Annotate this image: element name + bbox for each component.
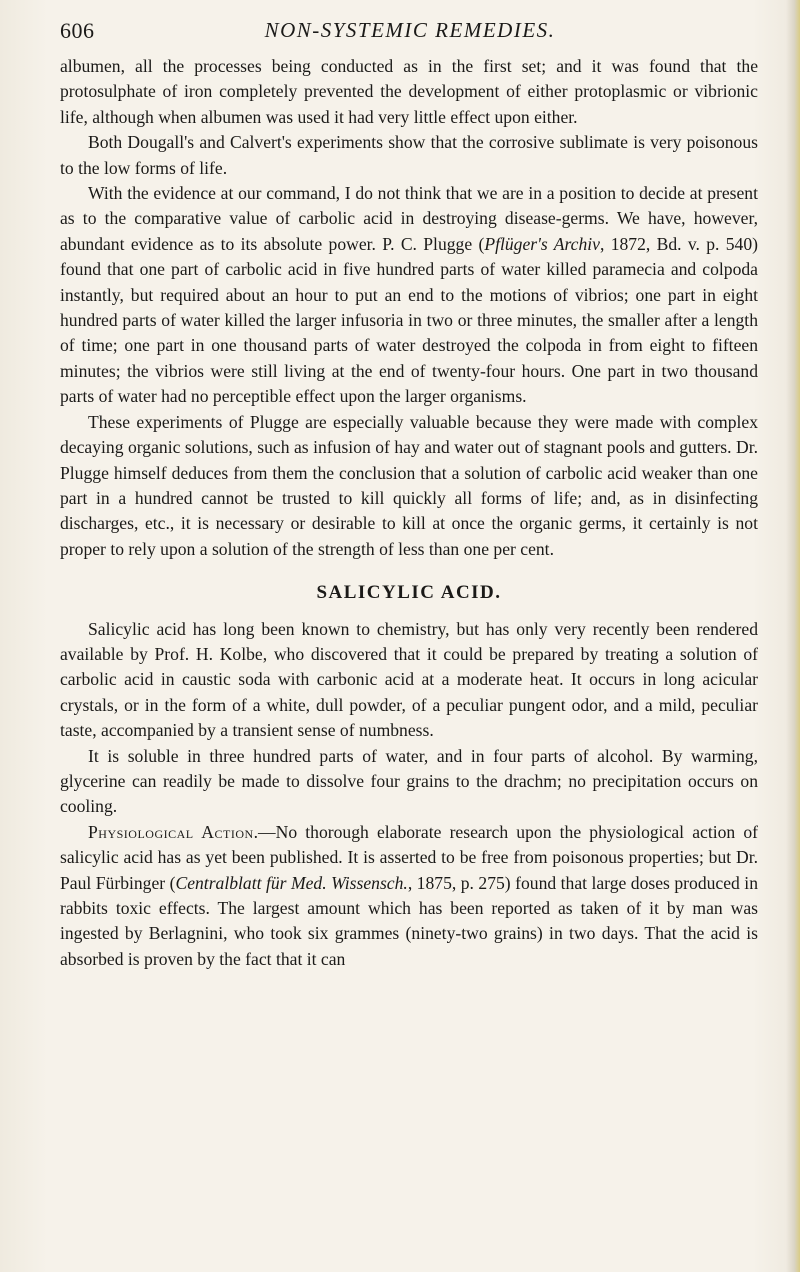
section-heading: SALICYLIC ACID. — [316, 582, 502, 604]
citation-pfluegers-archiv: Pflüger's Archiv — [484, 233, 600, 254]
paragraph-7 — [60, 820, 758, 972]
page-number: 606 — [60, 18, 95, 43]
page-header — [60, 18, 760, 52]
paragraph-6: It is soluble in three hundred parts of water, and in four parts of alcohol. By warming, glycerine can readily be made to dissolve four grains to the drachm; no precipitation occurs on cooling. — [60, 745, 758, 817]
paragraph-2: Both Dougall's and Calvert's experiments show that the corrosive sublimate is very poisonous to the low forms of life. — [60, 132, 758, 178]
paragraph-7-text-a: .—No thorough elaborate research upon the physiological action of salicylic acid has as yet been published. It is asserted to be free from poisonous properties; but Dr. Paul Fürbinger ( — [60, 821, 758, 893]
citation-centralblatt: Centralblatt für Med. Wissensch. — [175, 872, 408, 893]
paragraph-1: albumen, all the processes being conducted as in the first set; and it was found that the protosulphate of iron completely prevented the development of either protoplasmic or vibrionic life, although when albumen was used it had very little effect upon either. — [60, 56, 758, 127]
paragraph-7-text-b: , 1875, p. 275) found that large doses produced in rabbits toxic effects. The largest amount which has been reported as taken of it by man was ingested by Berlagnini, who took six grammes (ninety-two grains) in two days. That the acid is absorbed is proven by the fact that it can — [60, 872, 758, 969]
page-edge-shadow — [786, 0, 800, 1272]
page-body — [60, 54, 758, 972]
paragraph-3 — [60, 181, 758, 410]
paragraph-5: Salicylic acid has long been known to chemistry, but has only very recently been rendered available by Prof. H. Kolbe, who discovered that it could be prepared by treating a solution of carbolic acid in caustic soda with carbonic acid at a moderate heat. It occurs in long acicular crystals, or in the form of a white, dull powder, of a peculiar pungent odor, and a mild, peculiar taste, accompanied by a transient sense of numbness. — [60, 618, 758, 741]
running-head: NON-SYSTEMIC REMEDIES. — [264, 18, 556, 42]
paragraph-4: These experiments of Plugge are especially valuable because they were made with complex decaying organic solutions, such as infusion of hay and water out of stagnant pools and gutters. Dr. Plugge himself deduces from them the conclusion that a solution of carbolic acid weaker than one part in a hundred cannot be trusted to kill quickly all forms of life; and, as in disinfecting discharges, etc., it is necessary or desirable to kill at once the organic germs, it certainly is not proper to rely upon a solution of the strength of less than one per cent. — [60, 411, 758, 559]
run-in-heading: Physiological Action — [88, 821, 254, 842]
paragraph-3-text-a: With the evidence at our command, I do not think that we are in a position to decide at present as to the comparative value of carbolic acid in destroying disease-germs. We have, however, abundant evidence as to its absolute power. P. C. Plugge ( — [60, 183, 758, 254]
paragraph-3-text-b: , 1872, Bd. v. p. 540) found that one part of carbolic acid in five hundred parts of water killed paramecia and colpoda instantly, but required about an hour to put an end to the motions of vibrios; one part in eight hundred parts of water killed the larger infusoria in two or three minutes, the smaller after a length of time; one part in one thousand parts of water destroyed the colpoda in from eight to fifteen minutes; the vibrios were still living at the end of twenty-four hours. One part in two thousand parts of water had no perceptible effect upon the larger organisms. — [60, 233, 758, 407]
